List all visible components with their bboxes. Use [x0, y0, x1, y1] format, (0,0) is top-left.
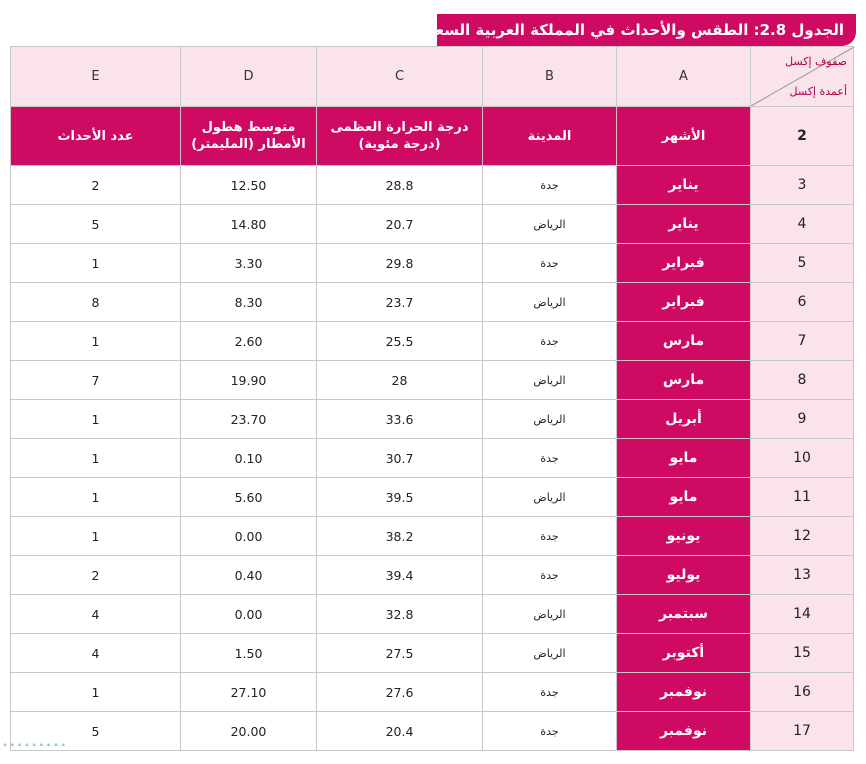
- row-number: 17: [751, 712, 854, 751]
- month-cell: يونيو: [617, 517, 751, 556]
- events-cell: 1: [11, 400, 181, 439]
- header-events: عدد الأحداث: [11, 107, 181, 166]
- table-row: [11, 478, 854, 517]
- city-cell: جدة: [483, 166, 617, 205]
- month-cell: فبراير: [617, 244, 751, 283]
- table-row: [11, 595, 854, 634]
- header-rainfall: متوسط هطول الأمطار (المليمتر): [181, 107, 317, 166]
- col-letter-a: A: [617, 47, 751, 107]
- table-row: [11, 283, 854, 322]
- city-cell: جدة: [483, 517, 617, 556]
- city-cell: الرياض: [483, 205, 617, 244]
- col-letter-c: C: [317, 47, 483, 107]
- events-cell: 4: [11, 595, 181, 634]
- col-letter-b: B: [483, 47, 617, 107]
- city-cell: جدة: [483, 712, 617, 751]
- rainfall-cell: 0.00: [181, 517, 317, 556]
- month-cell: فبراير: [617, 283, 751, 322]
- events-cell: 8: [11, 283, 181, 322]
- row-number: 15: [751, 634, 854, 673]
- max-temp-cell: 39.4: [317, 556, 483, 595]
- header-months: الأشهر: [617, 107, 751, 166]
- max-temp-cell: 20.7: [317, 205, 483, 244]
- max-temp-cell: 28.8: [317, 166, 483, 205]
- events-cell: 1: [11, 478, 181, 517]
- row-number: 14: [751, 595, 854, 634]
- max-temp-cell: 32.8: [317, 595, 483, 634]
- city-cell: جدة: [483, 322, 617, 361]
- events-cell: 1: [11, 439, 181, 478]
- column-letters-row: [11, 47, 854, 107]
- rainfall-cell: 23.70: [181, 400, 317, 439]
- max-temp-cell: 38.2: [317, 517, 483, 556]
- header-city: المدينة: [483, 107, 617, 166]
- rainfall-cell: 2.60: [181, 322, 317, 361]
- decorative-dots: ∙∙∙∙∙∙∙∙∙: [2, 740, 68, 751]
- col-letter-e: E: [11, 47, 181, 107]
- rainfall-cell: 12.50: [181, 166, 317, 205]
- row-number: 5: [751, 244, 854, 283]
- weather-events-table: [10, 46, 854, 751]
- table-row: [11, 673, 854, 712]
- rainfall-cell: 8.30: [181, 283, 317, 322]
- month-cell: يوليو: [617, 556, 751, 595]
- table-row: [11, 556, 854, 595]
- table-row: [11, 322, 854, 361]
- row-number: 3: [751, 166, 854, 205]
- month-cell: مايو: [617, 439, 751, 478]
- corner-cell: [751, 47, 854, 107]
- row-number: 7: [751, 322, 854, 361]
- events-cell: 7: [11, 361, 181, 400]
- row-number: 4: [751, 205, 854, 244]
- table-row: [11, 166, 854, 205]
- table-row: [11, 361, 854, 400]
- max-temp-cell: 27.6: [317, 673, 483, 712]
- cols-label: أعمدة إكسل: [789, 85, 847, 98]
- table-row: [11, 712, 854, 751]
- max-temp-cell: 28: [317, 361, 483, 400]
- events-cell: 5: [11, 712, 181, 751]
- max-temp-cell: 23.7: [317, 283, 483, 322]
- table-row: [11, 517, 854, 556]
- events-cell: 2: [11, 166, 181, 205]
- rows-label: صفوف إكسل: [785, 55, 847, 68]
- events-cell: 1: [11, 244, 181, 283]
- month-cell: نوفمبر: [617, 673, 751, 712]
- rainfall-cell: 0.00: [181, 595, 317, 634]
- rainfall-cell: 5.60: [181, 478, 317, 517]
- row-number: 2: [751, 107, 854, 166]
- events-cell: 2: [11, 556, 181, 595]
- city-cell: الرياض: [483, 283, 617, 322]
- row-number: 10: [751, 439, 854, 478]
- rainfall-cell: 20.00: [181, 712, 317, 751]
- month-cell: مارس: [617, 322, 751, 361]
- row-number: 8: [751, 361, 854, 400]
- table-row: [11, 400, 854, 439]
- row-number: 13: [751, 556, 854, 595]
- max-temp-cell: 25.5: [317, 322, 483, 361]
- month-cell: أبريل: [617, 400, 751, 439]
- events-cell: 1: [11, 673, 181, 712]
- table-row: [11, 439, 854, 478]
- rainfall-cell: 0.40: [181, 556, 317, 595]
- events-cell: 1: [11, 517, 181, 556]
- col-letter-d: D: [181, 47, 317, 107]
- table-row: [11, 244, 854, 283]
- events-cell: 4: [11, 634, 181, 673]
- month-cell: أكتوبر: [617, 634, 751, 673]
- city-cell: الرياض: [483, 478, 617, 517]
- month-cell: مايو: [617, 478, 751, 517]
- row-number: 11: [751, 478, 854, 517]
- city-cell: الرياض: [483, 595, 617, 634]
- city-cell: جدة: [483, 673, 617, 712]
- rainfall-cell: 14.80: [181, 205, 317, 244]
- max-temp-cell: 39.5: [317, 478, 483, 517]
- header-max-temp: درجة الحرارة العظمى (درجة مئوية): [317, 107, 483, 166]
- max-temp-cell: 33.6: [317, 400, 483, 439]
- rainfall-cell: 1.50: [181, 634, 317, 673]
- city-cell: الرياض: [483, 634, 617, 673]
- max-temp-cell: 20.4: [317, 712, 483, 751]
- month-cell: يناير: [617, 205, 751, 244]
- rainfall-cell: 3.30: [181, 244, 317, 283]
- table-row: [11, 634, 854, 673]
- month-cell: مارس: [617, 361, 751, 400]
- month-cell: سبتمبر: [617, 595, 751, 634]
- rainfall-cell: 19.90: [181, 361, 317, 400]
- month-cell: يناير: [617, 166, 751, 205]
- city-cell: جدة: [483, 244, 617, 283]
- table-caption: الجدول 2.8: الطقس والأحداث في المملكة العربية السعودية: [437, 14, 856, 46]
- city-cell: الرياض: [483, 361, 617, 400]
- rainfall-cell: 0.10: [181, 439, 317, 478]
- rainfall-cell: 27.10: [181, 673, 317, 712]
- max-temp-cell: 30.7: [317, 439, 483, 478]
- table-row: [11, 205, 854, 244]
- events-cell: 1: [11, 322, 181, 361]
- row-number: 16: [751, 673, 854, 712]
- city-cell: الرياض: [483, 400, 617, 439]
- row-number: 12: [751, 517, 854, 556]
- events-cell: 5: [11, 205, 181, 244]
- max-temp-cell: 27.5: [317, 634, 483, 673]
- row-number: 6: [751, 283, 854, 322]
- max-temp-cell: 29.8: [317, 244, 483, 283]
- city-cell: جدة: [483, 439, 617, 478]
- header-row: [11, 107, 854, 166]
- month-cell: نوفمبر: [617, 712, 751, 751]
- city-cell: جدة: [483, 556, 617, 595]
- row-number: 9: [751, 400, 854, 439]
